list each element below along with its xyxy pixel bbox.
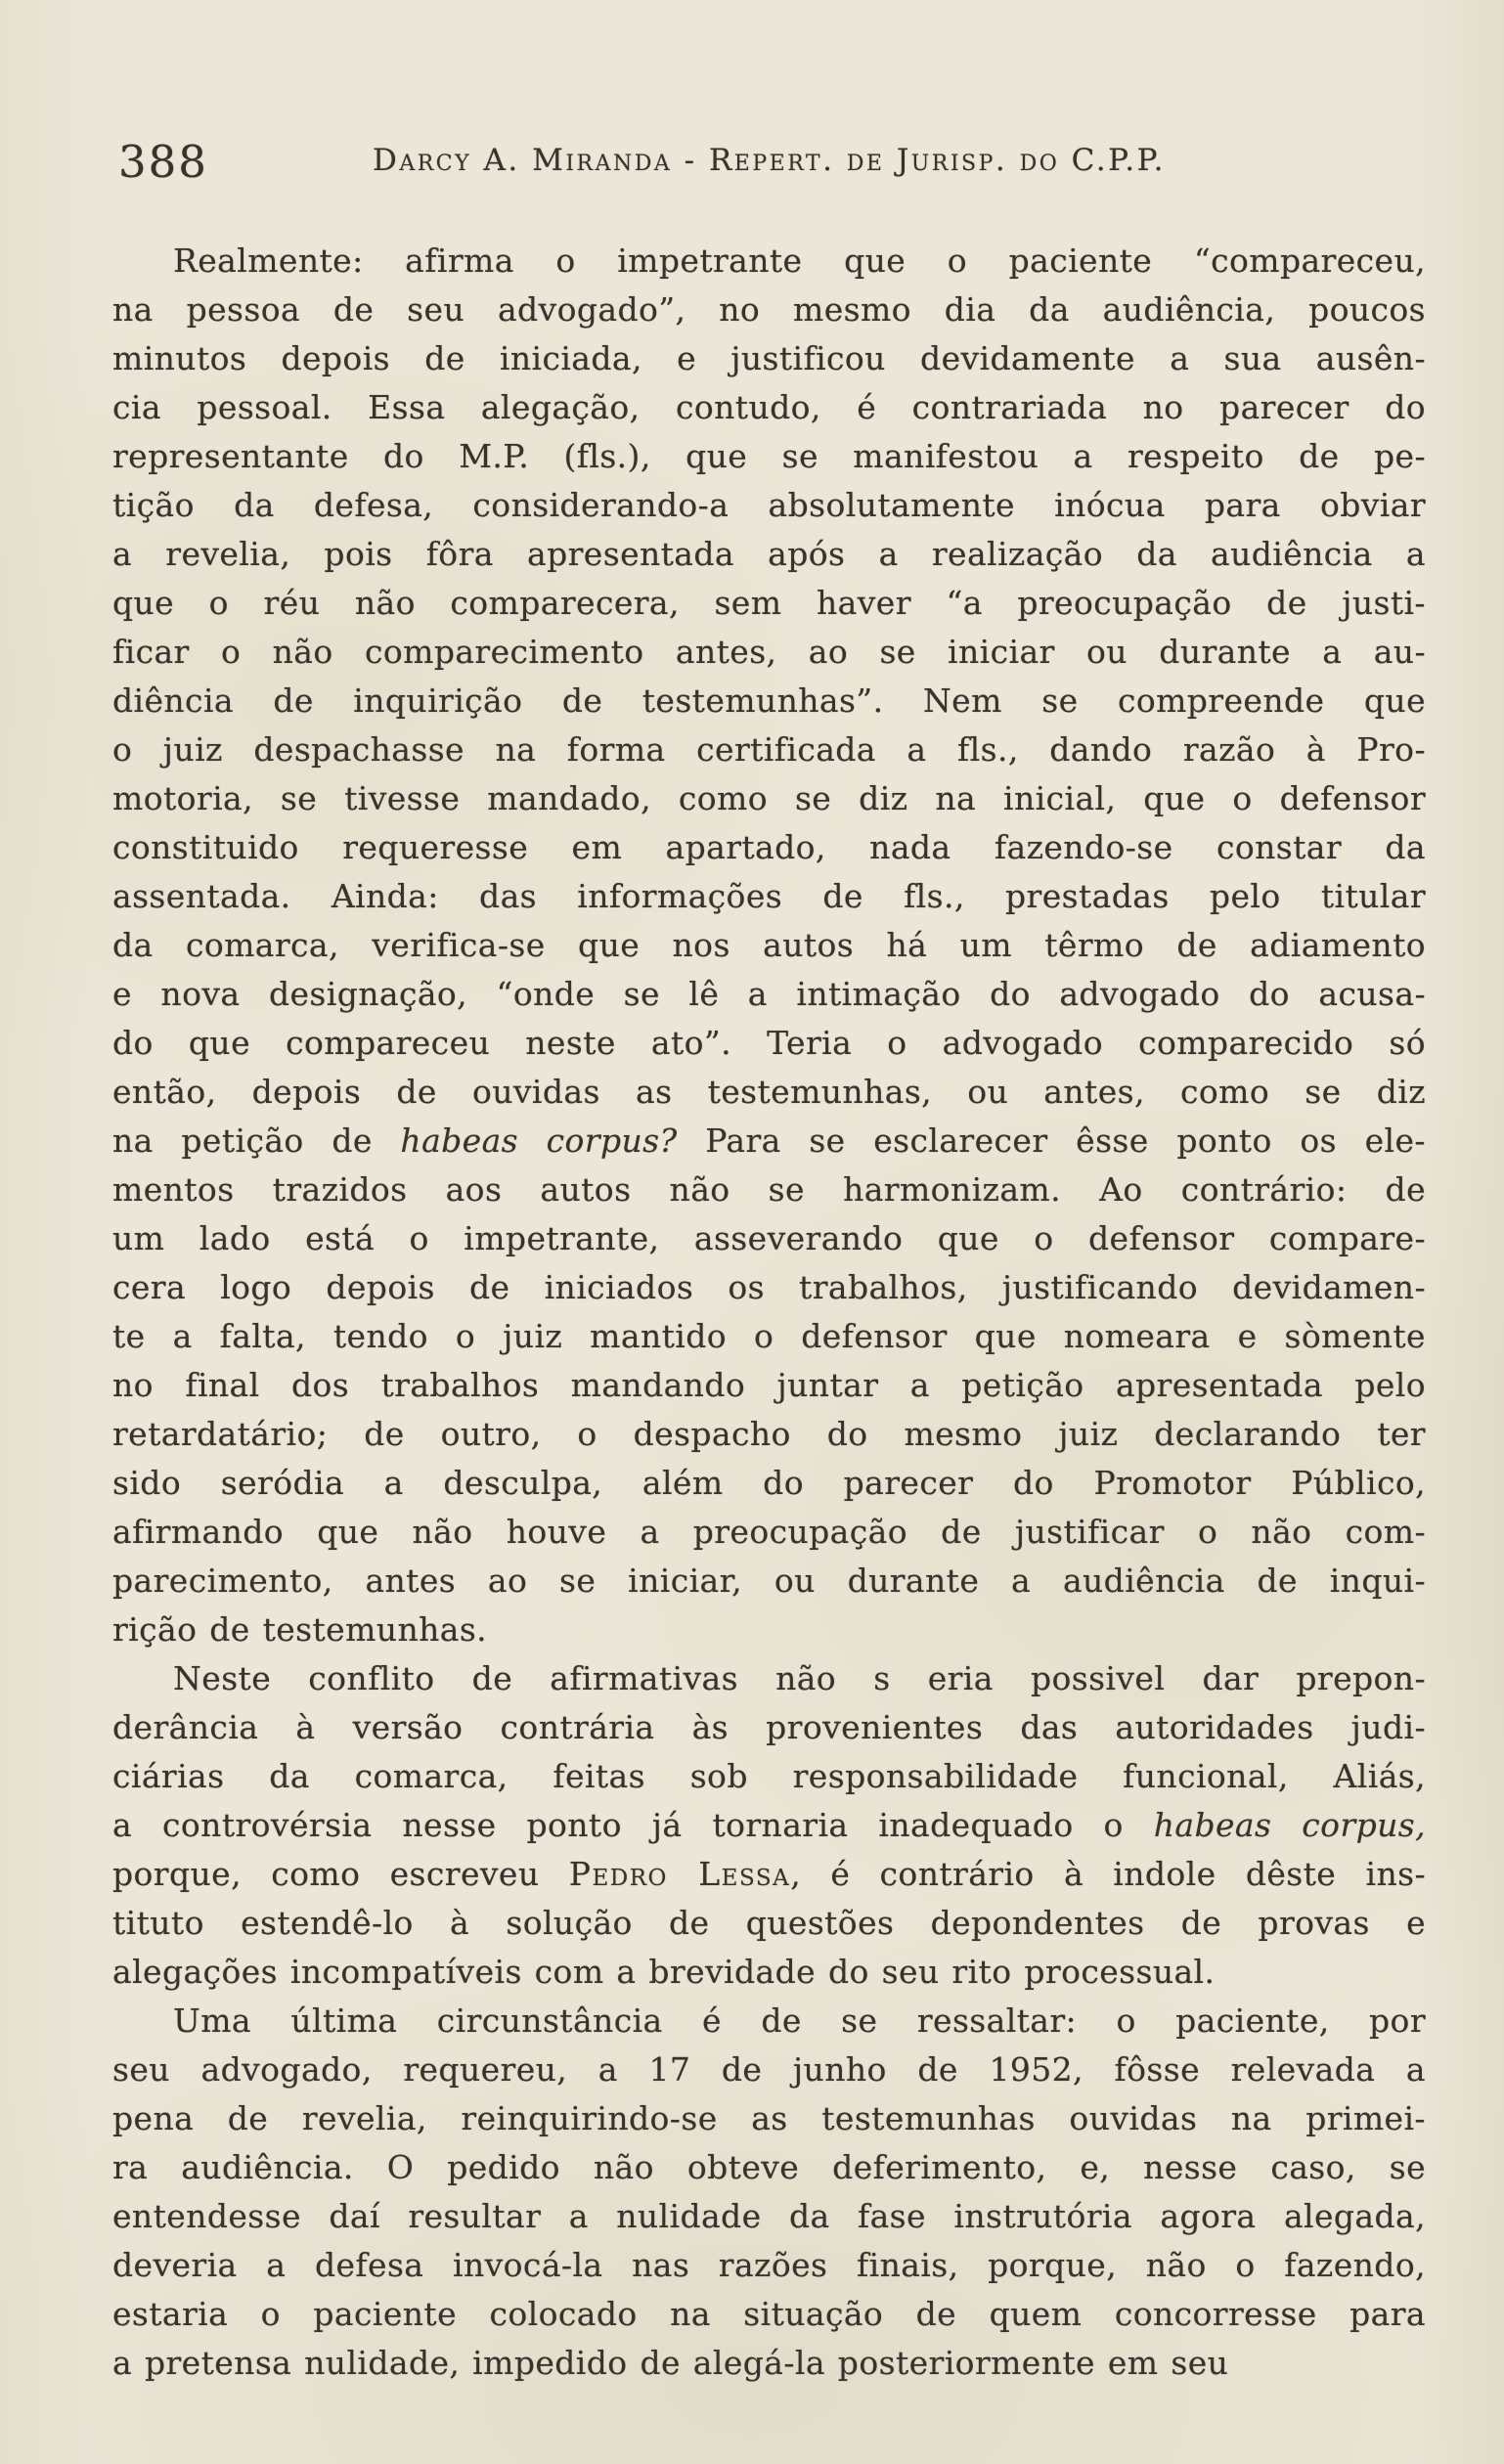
- text-line: [112, 1752, 1426, 1801]
- text-line: [112, 1606, 1426, 1654]
- text-segment: o juiz despachasse na forma certificada a fls., dando razão à Pro-: [112, 730, 1426, 769]
- text-line: [112, 286, 1426, 334]
- text-line: [112, 1459, 1426, 1508]
- text-line: [112, 2241, 1426, 2290]
- text-line: [112, 1361, 1426, 1410]
- text-segment: Uma última circunstância é de se ressaltar: o paciente, por: [173, 2002, 1426, 2040]
- text-block: [112, 237, 1426, 2388]
- text-segment: a revelia, pois fôra apresentada após a realização da audiência a: [112, 535, 1426, 573]
- paragraph: [112, 1654, 1426, 1997]
- text-line: [112, 628, 1426, 677]
- text-segment: a controvérsia nesse ponto já tornaria inadequado o: [112, 1806, 1154, 1844]
- italic-text: habeas corpus?: [400, 1122, 678, 1160]
- text-segment: retardatário; de outro, o despacho do mesmo juiz declarando ter: [112, 1415, 1426, 1453]
- text-segment: motoria, se tivesse mandado, como se diz na inicial, que o defensor: [112, 779, 1426, 817]
- text-segment: cera logo depois de iniciados os trabalhos, justificando devidamen-: [112, 1268, 1426, 1306]
- text-segment: estaria o paciente colocado na situação de quem concorresse para: [112, 2295, 1426, 2333]
- text-segment: a pretensa nulidade, impedido de alegá-la posteriormente em seu: [112, 2344, 1229, 2382]
- text-segment: e nova designação, “onde se lê a intimação do advogado do acusa-: [112, 975, 1426, 1013]
- text-line: [112, 774, 1426, 823]
- text-segment: um lado está o impetrante, asseverando que o defensor compare-: [112, 1219, 1426, 1257]
- text-line: [112, 1214, 1426, 1263]
- text-line: [112, 921, 1426, 970]
- text-segment: na petição de: [112, 1122, 401, 1160]
- text-segment: entendesse daí resultar a nulidade da fase instrutória agora alegada,: [112, 2197, 1426, 2235]
- text-line: [112, 677, 1426, 726]
- text-segment: cia pessoal. Essa alegação, contudo, é contrariada no parecer do: [112, 388, 1426, 426]
- text-segment: afirmando que não houve a preocupação de justificar o não com-: [112, 1513, 1426, 1551]
- text-segment: na pessoa de seu advogado”, no mesmo dia da audiência, poucos: [112, 290, 1426, 329]
- text-segment: mentos trazidos aos autos não se harmonizam. Ao contrário: de: [112, 1170, 1426, 1209]
- text-segment: Neste conflito de afirmativas não s eria possivel dar prepon-: [173, 1659, 1426, 1697]
- text-line: [112, 1557, 1426, 1606]
- text-segment: representante do M.P. (fls.), que se manifestou a respeito de pe-: [112, 437, 1426, 475]
- text-segment: constituido requeresse em apartado, nada fazendo-se constar da: [112, 828, 1426, 866]
- text-segment: porque, como escreveu: [112, 1855, 569, 1893]
- text-line: [112, 823, 1426, 872]
- text-line: [112, 530, 1426, 579]
- text-segment: sido seródia a desculpa, além do parecer do Promotor Público,: [112, 1464, 1426, 1502]
- text-line: [112, 383, 1426, 432]
- text-line: [112, 1166, 1426, 1214]
- text-line: [112, 1508, 1426, 1557]
- text-line: [112, 1703, 1426, 1752]
- text-line: [112, 1997, 1426, 2046]
- text-line: [112, 334, 1426, 383]
- text-line: [112, 2339, 1426, 2388]
- text-segment: tituto estendê-lo à solução de questões depondentes de provas e: [112, 1904, 1426, 1942]
- italic-text: habeas corpus,: [1153, 1806, 1426, 1844]
- text-line: [112, 1948, 1426, 1997]
- text-segment: minutos depois de iniciada, e justificou devidamente a sua ausên-: [112, 339, 1426, 377]
- text-line: [112, 1850, 1426, 1899]
- text-segment: deveria a defesa invocá-la nas razões finais, porque, não o fazendo,: [112, 2246, 1426, 2284]
- text-line: [112, 1801, 1426, 1850]
- text-segment: que o réu não comparecera, sem haver “a preocupação de justi-: [112, 584, 1426, 622]
- text-segment: ciárias da comarca, feitas sob responsabilidade funcional, Aliás,: [112, 1757, 1426, 1795]
- text-line: [112, 2094, 1426, 2143]
- text-line: [112, 2192, 1426, 2241]
- text-segment: Para se esclarecer êsse ponto os ele-: [677, 1122, 1426, 1160]
- smallcaps-name: Pedro Lessa: [568, 1855, 791, 1893]
- text-segment: seu advogado, requereu, a 17 de junho de 1952, fôsse relevada a: [112, 2050, 1426, 2089]
- text-line: [112, 872, 1426, 921]
- page-number: 388: [118, 136, 208, 188]
- text-segment: ficar o não comparecimento antes, ao se iniciar ou durante a au-: [112, 633, 1426, 671]
- text-line: [112, 2046, 1426, 2094]
- page-header: [112, 136, 1426, 188]
- text-segment: no final dos trabalhos mandando juntar a petição apresentada pelo: [112, 1366, 1426, 1404]
- text-line: [112, 481, 1426, 530]
- text-segment: rição de testemunhas.: [112, 1610, 488, 1649]
- text-line: [112, 726, 1426, 774]
- text-segment: parecimento, antes ao se iniciar, ou durante a audiência de inqui-: [112, 1562, 1426, 1600]
- text-segment: , é contrário à indole dêste ins-: [790, 1855, 1426, 1893]
- text-segment: então, depois de ouvidas as testemunhas, ou antes, como se diz: [112, 1073, 1426, 1111]
- text-line: [112, 2143, 1426, 2192]
- text-segment: Realmente: afirma o impetrante que o paciente “compareceu,: [173, 242, 1426, 280]
- text-line: [112, 1410, 1426, 1459]
- text-segment: da comarca, verifica-se que nos autos há um têrmo de adiamento: [112, 926, 1426, 964]
- text-line: [112, 1263, 1426, 1312]
- text-segment: derância à versão contrária às provenientes das autoridades judi-: [112, 1708, 1426, 1746]
- text-line: [112, 579, 1426, 628]
- text-segment: assentada. Ainda: das informações de fls., prestadas pelo titular: [112, 877, 1426, 915]
- text-segment: pena de revelia, reinquirindo-se as testemunhas ouvidas na primei-: [112, 2099, 1426, 2137]
- text-segment: alegações incompatíveis com a brevidade do seu rito processual.: [112, 1953, 1216, 1991]
- text-segment: te a falta, tendo o juiz mantido o defensor que nomeara e sòmente: [112, 1317, 1426, 1355]
- text-line: [112, 1654, 1426, 1703]
- paragraph: [112, 1997, 1426, 2388]
- text-line: [112, 1312, 1426, 1361]
- running-title: Darcy A. Miranda - Repert. de Jurisp. do C.P.P.: [373, 143, 1166, 178]
- text-line: [112, 1068, 1426, 1117]
- text-line: [112, 1019, 1426, 1068]
- text-segment: do que compareceu neste ato”. Teria o advogado comparecido só: [112, 1024, 1426, 1062]
- text-segment: diência de inquirição de testemunhas”. Nem se compreende que: [112, 682, 1426, 720]
- text-line: [112, 1117, 1426, 1166]
- text-segment: tição da defesa, considerando-a absolutamente inócua para obviar: [112, 486, 1426, 524]
- text-line: [112, 2290, 1426, 2339]
- text-line: [112, 432, 1426, 481]
- text-segment: ra audiência. O pedido não obteve deferimento, e, nesse caso, se: [112, 2148, 1426, 2186]
- text-line: [112, 1899, 1426, 1948]
- text-line: [112, 970, 1426, 1019]
- text-line: [112, 237, 1426, 286]
- paragraph: [112, 237, 1426, 1654]
